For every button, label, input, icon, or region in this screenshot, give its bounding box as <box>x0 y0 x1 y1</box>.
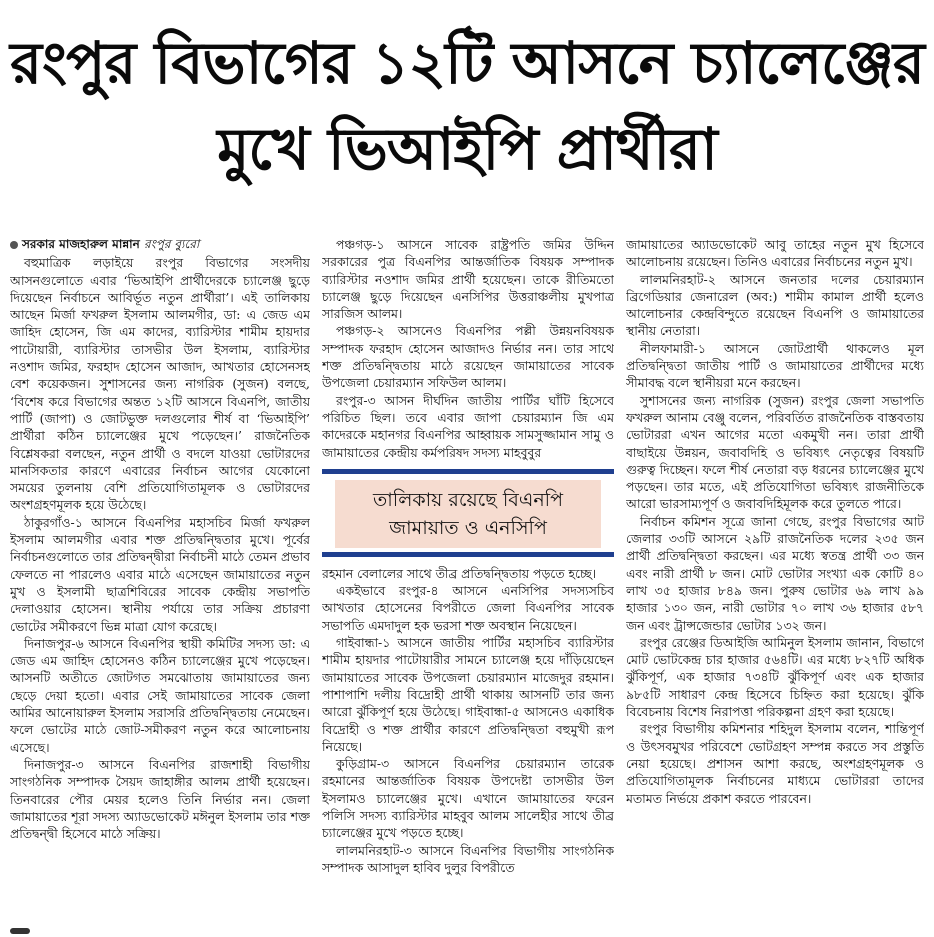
article-column-3 <box>626 236 924 926</box>
page-edge-mark <box>10 928 30 934</box>
article-column-2 <box>322 236 614 926</box>
paragraph: লালমনিরহাট-২ আসনে জনতার দলের চেয়ারম্যান ব্রিগেডিয়ার জেনারেল (অব:) শামীম কামাল প্রার্থী হলেও আলোচনার কেন্দ্রবিন্দুতে রয়েছেন বিএনপি ও জামায়াতের স্থানীয় নেতারা। <box>626 271 924 339</box>
headline <box>0 20 934 192</box>
paragraph: কুড়িগ্রাম-৩ আসনে বিএনপির চেয়ারম্যান তারেক রহমানের আন্তর্জাতিক বিষয়ক উপদেষ্টা তাসভীর উল ইসলামও চ্যালেঞ্জের মুখে। এখানে জামায়াতের ফরেন পলিসি সদস্য ব্যারিস্টার মাহবুব আলম সালেহীর সাথে তীব্র চ্যালেঞ্জের মুখে পড়তে হচ্ছে। <box>322 756 614 841</box>
paragraph: লালমনিরহাট-৩ আসনে বিএনপির বিভাগীয় সাংগঠনিক সম্পাদক আসাদুল হাবিব দুলুর বিপরীতে <box>322 842 614 875</box>
paragraph: পঞ্চগড়-১ আসনে সাবেক রাষ্ট্রপতি জমির উদ্দিন সরকারের পুত্র বিএনপির আন্তর্জাতিক বিষয়ক সম্পাদক ব্যারিস্টার নওশাদ জমির প্রার্থী হয়েছেন। তাকে রীতিমতো চ্যালেঞ্জ ছুড়ে দিয়েছেন এনসিপির উত্তরাঞ্চলীয় মুখপাত্র সারজিস আলম। <box>322 237 614 322</box>
paragraph: জামায়াতের অ্যাডভোকেট আবু তাহের নতুন মুখ হিসেবে আলোচনায় রয়েছেন। তিনিও এবারের নির্বাচনের নতুন মুখ। <box>626 237 924 270</box>
byline-author: সরকার মাজহারুল মান্নান <box>22 237 140 251</box>
byline <box>10 236 310 253</box>
paragraph: ঠাকুরগাঁও-১ আসনে বিএনপির মহাসচিব মির্জা ফখরুল ইসলাম আলমগীর এবার শক্ত প্রতিদ্বন্দ্বিতার মুখে। পূর্বের নির্বাচনগুলোতে তার প্রতিদ্বন্দ্বীরা নির্বাচনী মাঠে তেমন প্রভাব ফেলতে না পারলেও এবার মাঠে এসেছেন জামায়াতের নতুন মুখ ও ইসলামী ছাত্রশিবিরের সাবেক কেন্দ্রীয় সভাপতি দেলাওয়ার হোসেন। স্থানীয় পর্যায়ে তার সক্রিয় প্রচারণা ভোটের সমীকরণে ভিন্ন মাত্রা যোগ করেছে। <box>10 514 310 634</box>
pull-quote-text: তালিকায় রয়েছে বিএনপি জামায়াত ও এনসিপি <box>335 480 601 548</box>
paragraph: দিনাজপুর-৬ আসনে বিএনপির স্থায়ী কমিটির সদস্য ডা: এ জেড এম জাহিদ হোসেনও কঠিন চ্যালেঞ্জের মুখে পড়েছেন। আসনটি অতীতে জোটগত সমঝোতায় জামায়াতের জন্য ছেড়ে দেয়া হতো। এবার সেই জামায়াতের সাবেক জেলা আমির আনোয়ারুল ইসলাম সরাসরি প্রতিদ্বন্দ্বিতায় নেমেছেন। ফলে ভোটের মাঠে জোট-সমীকরণ নতুন করে আলোচনায় এসেছে। <box>10 635 310 755</box>
paragraph: দিনাজপুর-৩ আসনে বিএনপির রাজশাহী বিভাগীয় সাংগঠনিক সম্পাদক সৈয়দ জাহাঙ্গীর আলম প্রার্থী হয়েছেন। তিনবারের পৌর মেয়র হলেও তিনি নির্ভার নন। জেলা জামায়াতের শূরা সদস্য অ্যাডভোকেট মঈনুল ইসলাম তার শক্ত প্রতিদ্বন্দ্বী হিসেবে মাঠে সক্রিয়। <box>10 756 310 842</box>
article-column-1 <box>10 236 310 926</box>
paragraph: নীলফামারী-১ আসনে জোটপ্রার্থী থাকলেও মূল প্রতিদ্বন্দ্বিতা জাতীয় পার্টি ও জামায়াতের প্রার্থীদের মধ্যে সীমাবদ্ধ বলে স্থানীয়রা মনে করছেন। <box>626 340 924 391</box>
paragraph: একইভাবে রংপুর-৪ আসনে এনসিপির সদস্যসচিব আখতার হোসেনের বিপরীতে জেলা বিএনপির সাবেক সভাপতি এমদাদুল হক ভরসা শক্ত অবস্থান নিয়েছেন। <box>322 583 614 633</box>
byline-place: রংপুর ব্যুরো <box>144 237 200 251</box>
headline-line-1: রংপুর বিভাগের ১২টি আসনে চ্যালেঞ্জের <box>10 29 924 97</box>
paragraph: পঞ্চগড়-২ আসনেও বিএনপির পল্লী উন্নয়নবিষয়ক সম্পাদক ফরহাদ হোসেন আজাদও নির্ভার নন। তার সাথে শক্ত প্রতিদ্বন্দ্বিতায় মাঠে রয়েছেন জামায়াতের সাবেক উপজেলা চেয়ারম্যান সফিউল আলম। <box>322 323 614 391</box>
paragraph: বহুমাত্রিক লড়াইয়ে রংপুর বিভাগের সংসদীয় আসনগুলোতে এবার ‘ভিআইপি প্রার্থীদেরকে চ্যালেঞ্জ ছুড়ে দিয়েছেন নির্বাচনে আবির্ভূত নতুন প্রার্থীরা’। এই তালিকায় আছেন মির্জা ফখরুল ইসলাম আলমগীর, ডা: এ জেড এম জাহিদ হোসেন, জি এম কাদের, ব্যারিস্টার শামীম হায়দার পাটোয়ারী, ব্যারিস্টার তাসভীর উল ইসলাম, ব্যারিস্টার নওশাদ জমির, ফরহাদ হোসেন আজাদ, আখতার হোসেনসহ বেশ কয়েকজন। সুশাসনের জন্য নাগরিক (সুজন) বলছে, ‘বিশেষ করে বিভাগের অন্তত ১২টি আসনে বিএনপি, জাতীয় পার্টি (জাপা) ও জোটভুক্ত দলগুলোর শীর্ষ বা ‘ভিআইপি’ প্রার্থীরা কঠিন চ্যালেঞ্জের মুখে পড়েছেন।’ রাজনৈতিক বিশ্লেষকরা বলছেন, নতুন প্রার্থী ও বদলে যাওয়া ভোটারদের মানসিকতার কারণে এবারের নির্বাচন আগের যেকোনো সময়ের তুলনায় বেশি প্রতিযোগিতামূলক ও ভোটারদের অংশগ্রহণমূলক হয়ে উঠেছে। <box>10 255 310 513</box>
paragraph: গাইবান্ধা-১ আসনে জাতীয় পার্টির মহাসচিব ব্যারিস্টার শামীম হায়দার পাটোয়ারীর সামনে চ্যালেঞ্জ হয়ে দাঁড়িয়েছেন জামায়াতের সাবেক উপজেলা চেয়ারম্যান মাজেদুর রহমান। পাশাপাশি দলীয় বিদ্রোহী প্রার্থী থাকায় আসনটি তার জন্য আরো ঝুঁকিপূর্ণ হয়ে উঠেছে। গাইবান্ধা-৫ আসনেও একাধিক বিদ্রোহী ও শক্ত প্রার্থীর কারণে প্রতিদ্বন্দ্বিতা বহুমুখী রূপ নিয়েছে। <box>322 635 614 754</box>
bullet-icon <box>10 241 18 249</box>
paragraph: রংপুর-৩ আসন দীর্ঘদিন জাতীয় পার্টির ঘাঁটি হিসেবে পরিচিত ছিল। তবে এবার জাপা চেয়ারম্যান জি এম কাদেরকে মহানগর বিএনপির আহ্বায়ক সামসুজ্জামান সামু ও জামায়াতের কেন্দ্রীয় কর্মপরিষদ সদস্য মাহবুবুর <box>322 392 614 460</box>
paragraph: রংপুর রেঞ্জের ডিআইজি আমিনুল ইসলাম জানান, বিভাগে মোট ভোটকেন্দ্র চার হাজার ৫৬৪টি। এর মধ্যে ৮২৭টি অধিক ঝুঁকিপূর্ণ, এক হাজার ৭৩৪টি ঝুঁকিপূর্ণ এবং এক হাজার ৯৮৫টি সাধারণ কেন্দ্র হিসেবে চিহ্নিত করা হয়েছে। ঝুঁকি বিবেচনায় বিশেষ নিরাপত্তা পরিকল্পনা গ্রহণ করা হয়েছে। <box>626 634 924 720</box>
pull-quote <box>322 469 614 557</box>
paragraph: রংপুর বিভাগীয় কমিশনার শহিদুল ইসলাম বলেন, শান্তিপূর্ণ ও উৎসবমুখর পরিবেশে ভোটগ্রহণ সম্পন্ন করতে সব প্রস্তুতি নেয়া হয়েছে। প্রশাসন আশা করছে, অংশগ্রহণমূলক ও প্রতিযোগিতামূলক নির্বাচনের মাধ্যমে ভোটাররা তাদের মতামত নির্ভয়ে প্রকাশ করতে পারবেন। <box>626 721 924 806</box>
paragraph: নির্বাচন কমিশন সূত্রে জানা গেছে, রংপুর বিভাগের আট জেলার ৩৩টি আসনে ২৯টি রাজনৈতিক দলের ২৩৫ জন প্রার্থী প্রতিদ্বন্দ্বিতা করছেন। এর মধ্যে স্বতন্ত্র প্রার্থী ৩৩ জন এবং নারী প্রার্থী ৮ জন। মোট ভোটার সংখ্যা এক কোটি ৪০ লাখ ৩৫ হাজার ৮৪৯ জন। পুরুষ ভোটার ৬৯ লাখ ৯৯ হাজার ১৩০ জন, নারী ভোটার ৭০ লাখ ৩৬ হাজার ৫৮৭ জন এবং ট্রান্সজেন্ডার ভোটার ১৩২ জন। <box>626 513 924 633</box>
paragraph: সুশাসনের জন্য নাগরিক (সুজন) রংপুর জেলা সভাপতি ফখরুল আনাম বেঞ্জু বলেন, পরিবর্তিত রাজনৈতিক বাস্তবতায় ভোটাররা এখন আগের মতো একমুখী নন। তারা প্রার্থী বাছাইয়ে উন্নয়ন, জবাবদিহি ও ভবিষ্যৎ নেতৃত্বের বিষয়টি গুরুত্ব দিচ্ছেন। ফলে শীর্ষ নেতারা বড় ধরনের চ্যালেঞ্জের মুখে পড়ছেন। তার মতে, এই প্রতিযোগিতা ভবিষ্যৎ রাজনীতিকে আরো ভারসাম্যপূর্ণ ও জবাবদিহিমূলক করে তুলতে পারে। <box>626 392 924 512</box>
headline-line-2: মুখে ভিআইপি প্রার্থীরা <box>217 115 717 183</box>
paragraph: রহমান বেলালের সাথে তীব্র প্রতিদ্বন্দ্বিতায় পড়তে হচ্ছে। <box>322 565 597 581</box>
